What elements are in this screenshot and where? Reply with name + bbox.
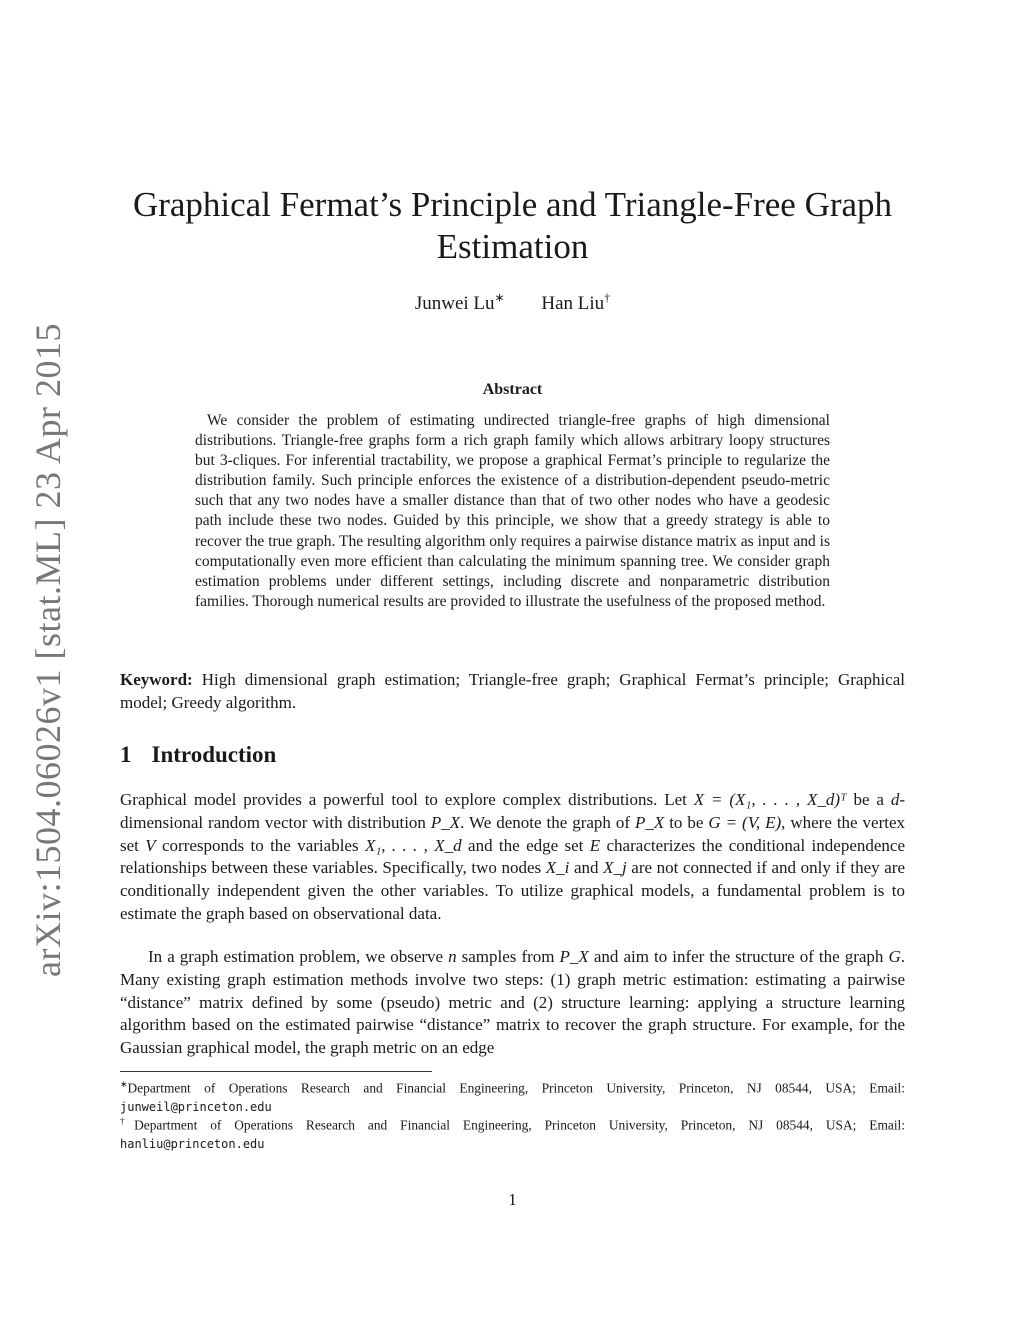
math: X₁, . . . , X_d xyxy=(364,835,462,855)
footnote-2-email: hanliu@princeton.edu xyxy=(120,1136,265,1151)
abstract-heading: Abstract xyxy=(482,381,543,398)
math: X_j xyxy=(603,858,627,878)
text-run: samples from xyxy=(456,947,560,966)
footnote-2-text: Department of Operations Research and Financial Engineering, Princeton University, Princeton, NJ 08544, USA; Email: xyxy=(134,1117,906,1133)
keywords-label: Keyword: xyxy=(120,670,193,689)
keywords xyxy=(120,668,905,714)
text-run: In a graph estimation problem, we observe xyxy=(148,947,449,966)
text-run: . Many existing graph estimation methods involve two steps: (1) graph metric estimation: estimating a pairwise “distance” matrix defined by some (pseudo) metric and (2) structure learning: applying a structure learning algorithm based on the estimated pairwise “distance” matrix to recover the graph structure. For example, for the Gaussian graphical model, the graph metric on an edge xyxy=(120,947,905,1058)
section-heading xyxy=(120,742,276,768)
author-2-name: Han Liu xyxy=(541,293,605,315)
footnote-1-email: junweil@princeton.edu xyxy=(120,1099,272,1114)
text-run: to be xyxy=(664,812,709,832)
author-1-mark: ∗ xyxy=(494,291,505,305)
text-run: be a xyxy=(853,790,891,809)
author-2 xyxy=(541,293,610,314)
text-run: and xyxy=(569,858,604,878)
footnote-2-mark: † xyxy=(120,1116,135,1126)
footnote-1-mark: ∗ xyxy=(120,1079,128,1089)
math: X_i xyxy=(545,858,570,878)
paper-title: Graphical Fermat’s Principle and Triangle-Free Graph Estimation xyxy=(132,185,893,266)
author-1 xyxy=(415,293,505,314)
math: G = (V, E) xyxy=(708,812,782,832)
text-run: -dimensional random vector with distribution xyxy=(120,790,906,832)
math: V xyxy=(145,835,156,855)
footnote-1 xyxy=(120,1075,905,1116)
author-2-mark: † xyxy=(604,291,611,305)
math: P_X xyxy=(430,812,461,832)
math: P_X xyxy=(559,947,589,966)
section-number: 1 xyxy=(120,742,132,767)
intro-paragraph-1 xyxy=(120,789,905,926)
keywords-text: High dimensional graph estimation; Triangle-free graph; Graphical Fermat’s principle; Graphical model; Greedy algorithm. xyxy=(120,670,906,712)
footnote-1-text: Department of Operations Research and Financial Engineering, Princeton University, Princeton, NJ 08544, USA; Email: xyxy=(127,1080,905,1096)
section-title: Introduction xyxy=(151,742,277,767)
intro-paragraph-2 xyxy=(120,946,905,1060)
text-run: Graphical model provides a powerful tool to explore complex distributions. Let xyxy=(120,790,694,809)
text-run: and aim to infer the structure of the graph xyxy=(588,947,889,966)
text-run: and the edge set xyxy=(461,835,590,855)
math: d xyxy=(890,790,900,809)
text-run: characterizes the conditional independence relationships between these variables. Specifically, two nodes xyxy=(120,835,905,878)
page-number: 1 xyxy=(508,1190,517,1209)
text-run: , where the vertex set xyxy=(120,812,906,855)
math: X = (X₁, . . . , X_d)ᵀ xyxy=(693,790,847,809)
text-run: . We denote the graph of xyxy=(460,812,635,832)
footnote-2 xyxy=(120,1112,905,1153)
math: G xyxy=(888,947,901,966)
math: E xyxy=(589,835,601,855)
abstract-text: We consider the problem of estimating undirected triangle-free graphs of high dimensional distributions. Triangle-free graphs form a rich graph family which allows arbitrary loopy structures but 3-cliques. For inferential tractability, we propose a graphical Fermat’s principle to regularize the distribution family. Such principle enforces the existence of a distribution-dependent pseudo-metric such that any two nodes have a smaller distance than that of two other nodes who have a geodesic path include these two nodes. Guided by this principle, we show that a greedy strategy is able to recover the true graph. The resulting algorithm only requires a pairwise distance matrix as input and is computationally even more efficient than calculating the minimum spanning tree. We consider graph estimation problems under different settings, including discrete and nonparametric distribution families. Thorough numerical results are provided to illustrate the usefulness of the proposed method. xyxy=(195,412,830,610)
math: P_X xyxy=(634,812,665,832)
footnote-divider xyxy=(120,1071,432,1072)
author-list xyxy=(120,291,905,315)
author-1-name: Junwei Lu xyxy=(414,293,495,315)
text-run: corresponds to the variables xyxy=(155,835,365,855)
arxiv-identifier: arXiv:1504.06026v1 [stat.ML] 23 Apr 2015 xyxy=(28,323,68,977)
text-run: are not connected if and only if they are conditionally independent given the other variables. To utilize graphical models, a fundamental problem is to estimate the graph based on observational data. xyxy=(120,858,906,923)
math: n xyxy=(448,947,457,966)
